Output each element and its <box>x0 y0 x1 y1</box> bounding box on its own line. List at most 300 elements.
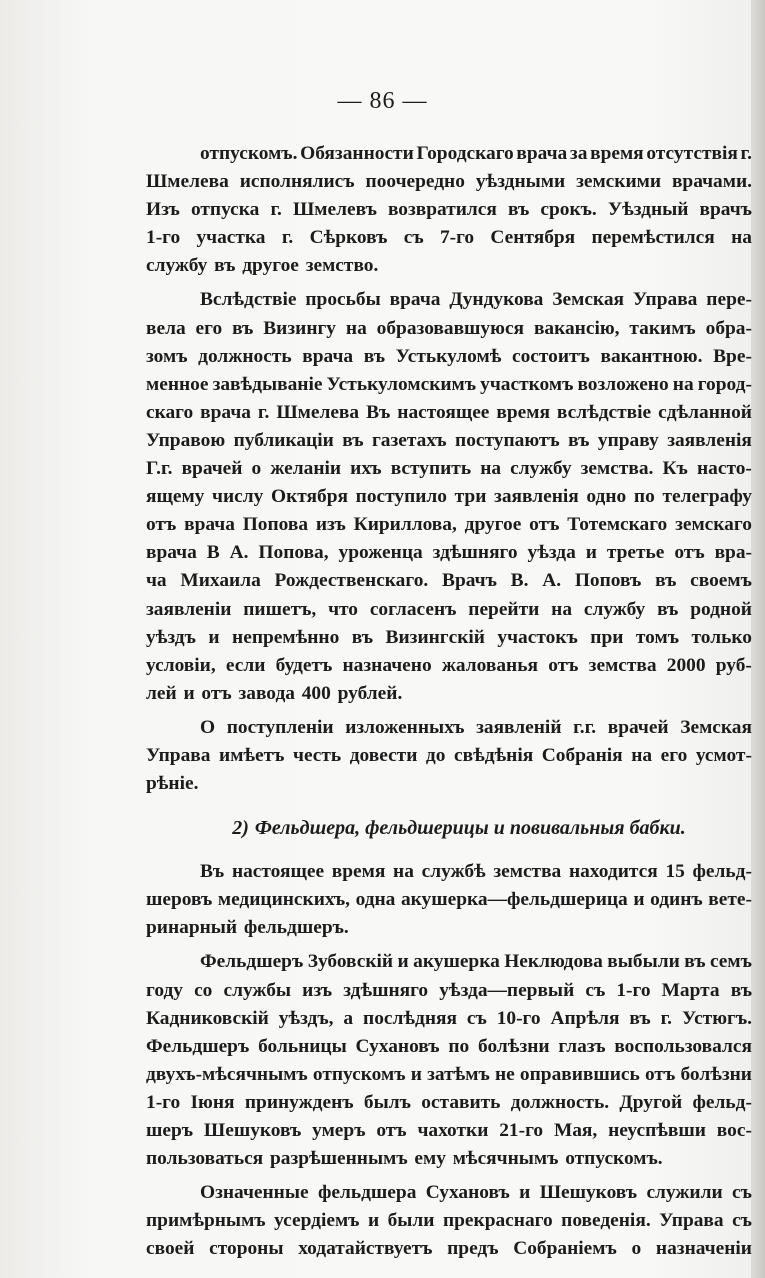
word: затѣмъ <box>427 1063 490 1085</box>
word: Вслѣдствіе <box>200 289 297 311</box>
word: г. <box>740 143 752 164</box>
word: со <box>194 979 213 1001</box>
word: завода <box>238 682 295 704</box>
text-line <box>146 168 752 196</box>
word: перейти <box>468 598 540 620</box>
word: Дундукова <box>449 289 544 311</box>
text-line <box>146 652 752 680</box>
word: въ <box>730 979 752 1001</box>
word: предъ <box>447 1238 499 1260</box>
word: врача <box>200 401 251 423</box>
word: уѣздъ <box>146 626 196 648</box>
word: акушерка <box>413 951 500 973</box>
word: службу <box>510 458 572 480</box>
word: Рождественскаго. <box>274 570 429 592</box>
text-line <box>146 567 752 595</box>
word: Вре- <box>713 345 752 367</box>
word: фельдшера <box>317 1182 417 1204</box>
word: Апрѣля <box>550 1007 620 1029</box>
word: здѣшняго <box>432 542 518 564</box>
word: публикаціи <box>233 429 334 451</box>
word: отсутствія <box>646 143 738 164</box>
text-line <box>146 286 752 314</box>
text-line <box>146 196 752 224</box>
word: довести <box>349 744 418 766</box>
word: отъ <box>376 1120 407 1141</box>
word: болѣзни <box>680 1063 752 1085</box>
word: томъ <box>635 626 680 648</box>
word: фельд- <box>692 1091 752 1113</box>
word: Управа <box>146 744 211 766</box>
word: Шмелева <box>276 401 360 423</box>
word: поведенія. <box>561 1210 651 1232</box>
word: послѣдняя <box>363 1007 457 1029</box>
text-line <box>146 596 752 624</box>
word: если <box>225 654 266 676</box>
word: въ <box>232 317 254 339</box>
word: отпуска <box>190 199 260 221</box>
word: заявленій <box>476 716 562 738</box>
word: своей <box>146 1238 195 1260</box>
word: изъ <box>315 514 346 536</box>
word: свѣдѣнія <box>453 744 534 766</box>
word: А. <box>542 570 562 592</box>
word: ихъ <box>350 458 382 480</box>
word: телеграфу <box>662 486 752 508</box>
word: больницы <box>258 1035 347 1057</box>
word: поступило <box>355 486 447 508</box>
spacer <box>146 846 752 858</box>
word: въ <box>214 255 236 277</box>
word: Устькуломскимъ <box>326 373 477 395</box>
word: О <box>200 716 216 738</box>
word: оправившись <box>519 1063 640 1085</box>
word: усердіемъ <box>274 1210 360 1232</box>
word: отъ <box>201 682 232 704</box>
word: А. <box>229 542 249 564</box>
word: 7-го <box>439 227 475 249</box>
word: Фельдшеръ <box>146 1035 250 1057</box>
word: на <box>480 458 502 480</box>
word: заявленія <box>667 429 752 451</box>
word: Г.г. <box>146 458 173 480</box>
word: неуспѣвши <box>608 1120 706 1141</box>
word: уроженца <box>338 542 423 564</box>
text-line <box>146 252 752 280</box>
word: одинъ <box>650 889 703 911</box>
word: въ <box>629 1007 651 1029</box>
word: фельдшеръ. <box>243 917 349 939</box>
word: изложенныхъ <box>345 716 465 738</box>
word: принужденъ <box>244 1091 354 1113</box>
word: и <box>519 1182 531 1204</box>
text-line <box>146 371 752 399</box>
word: Фельдшеръ <box>200 951 304 973</box>
word: изъ <box>302 979 333 1001</box>
text-line <box>146 315 752 343</box>
word: другое <box>464 514 522 536</box>
word: вслѣдствіе <box>556 401 652 423</box>
word: настоящее <box>231 861 325 883</box>
word: умеръ <box>312 1120 366 1141</box>
text-line <box>146 977 752 1005</box>
word: Сухановъ <box>425 1182 510 1204</box>
word: Шешуковъ <box>203 1120 302 1141</box>
word: разрѣшеннымъ <box>269 1148 408 1170</box>
word: участкомъ <box>480 373 574 395</box>
word: Мая, <box>553 1120 598 1141</box>
word: мѣсячнымъ <box>452 1148 559 1170</box>
word: Сѣрковъ <box>309 227 388 249</box>
section-heading <box>146 810 752 846</box>
word: въ <box>351 626 374 648</box>
word: въ <box>657 598 679 620</box>
text-line <box>146 343 752 371</box>
word: съ <box>403 227 424 249</box>
word: отъ <box>529 514 560 536</box>
word: фельд- <box>692 861 752 883</box>
word: земство. <box>305 255 379 277</box>
word: менное <box>146 373 209 395</box>
word: г.г. <box>573 716 597 738</box>
word: болѣзни <box>478 1035 550 1057</box>
word: земства <box>493 861 562 883</box>
word: двухъ-мѣсячнымъ <box>146 1063 308 1085</box>
word: и <box>410 1063 422 1085</box>
page-gutter <box>751 0 765 1278</box>
word: врача <box>184 514 235 536</box>
word: рублей. <box>337 682 403 704</box>
word: вете- <box>708 889 752 911</box>
word: должность <box>198 345 292 367</box>
word: насто- <box>696 458 752 480</box>
word: вела <box>146 317 186 339</box>
word: сдѣланной <box>658 401 752 423</box>
word: отъ <box>146 514 177 536</box>
word: врачей <box>181 458 243 480</box>
word: и <box>183 682 195 704</box>
text-line <box>146 742 752 770</box>
word: 21-го <box>499 1120 544 1141</box>
word: срокъ. <box>540 199 597 221</box>
word: согласенъ <box>369 598 457 620</box>
text-line <box>146 886 752 914</box>
word: Сентября <box>490 227 576 249</box>
word: заявленія <box>494 486 579 508</box>
text-line <box>146 399 752 427</box>
word: город- <box>697 373 752 395</box>
word: на <box>393 861 414 883</box>
word: будетъ <box>275 654 333 676</box>
word: назначено <box>342 654 432 676</box>
text-line <box>146 1235 752 1263</box>
word: службѣ <box>421 861 486 883</box>
word: что <box>328 598 358 620</box>
word: на <box>551 598 573 620</box>
word: Земская <box>552 289 625 311</box>
word: шеровъ <box>146 889 213 911</box>
word: зомъ <box>146 345 188 367</box>
word: Попова <box>242 514 309 536</box>
word: врачъ <box>699 199 752 221</box>
word: Марта <box>661 979 720 1001</box>
word: желаніи <box>270 458 342 480</box>
word: въ <box>684 951 706 973</box>
word: и <box>367 1210 380 1232</box>
word: въ <box>342 429 364 451</box>
word: Собранія <box>541 744 623 766</box>
word: Означенные <box>200 1182 309 1204</box>
text-line <box>146 427 752 455</box>
word: усмот- <box>695 744 752 766</box>
word: время <box>331 861 386 883</box>
word: уѣздъ, <box>278 1007 334 1029</box>
word: Земская <box>680 716 752 738</box>
word: имѣетъ <box>219 744 285 766</box>
word: Сухановъ <box>355 1035 440 1057</box>
word: 1-го <box>146 1091 181 1113</box>
word: Другой <box>619 1091 683 1113</box>
word: акушерка—фельдшерица <box>400 889 628 911</box>
word: честь <box>293 744 342 766</box>
word: ящему <box>146 486 205 508</box>
word: пере- <box>706 289 752 311</box>
word: Собраніемъ <box>513 1238 617 1260</box>
word: руб- <box>715 654 752 676</box>
text-line <box>146 770 752 798</box>
word: земства <box>588 654 657 676</box>
word: вакансію, <box>533 317 620 339</box>
word: Неклюдова <box>504 951 603 973</box>
word: при <box>590 626 624 648</box>
word: находится <box>568 861 658 883</box>
word: уѣзда—первый <box>439 979 575 1001</box>
text-line <box>146 483 752 511</box>
word: прекраснаго <box>442 1210 553 1232</box>
word: земскими <box>576 171 662 193</box>
word: Въ <box>200 861 225 883</box>
word: числу <box>212 486 264 508</box>
word: въ <box>568 429 590 451</box>
word: образовавшуюся <box>376 317 525 339</box>
word: по <box>633 486 655 508</box>
word: въ <box>655 570 677 592</box>
word: Управа <box>659 1210 724 1232</box>
word: лей <box>146 682 177 704</box>
word: вступить <box>390 458 472 480</box>
word: врача <box>389 289 441 311</box>
word: медицинскихъ, <box>217 889 350 911</box>
word: г. <box>281 227 294 249</box>
word: ему <box>414 1148 446 1170</box>
spacer <box>146 798 752 810</box>
word: В <box>206 542 220 564</box>
word: отъ <box>548 654 579 676</box>
word: только <box>691 626 752 648</box>
word: рѣніе. <box>146 773 199 795</box>
word: вакантною. <box>600 345 703 367</box>
word: служили <box>646 1182 723 1204</box>
section-heading-number: 2) <box>232 817 249 840</box>
word: г. <box>257 401 270 423</box>
word: и <box>585 542 597 564</box>
word: должность. <box>510 1091 610 1113</box>
word: а <box>343 1007 354 1029</box>
word: другое <box>242 255 299 277</box>
word: перемѣстился <box>591 227 715 249</box>
word: на <box>672 373 694 395</box>
word: вра- <box>714 542 752 564</box>
word: стороны <box>209 1238 284 1260</box>
text-line <box>146 1117 752 1145</box>
section-heading-text: Фельдшера, фельдшерицы и повивальныя бабки. <box>254 817 686 840</box>
text-line <box>146 1207 752 1235</box>
word: 2000 <box>666 654 706 676</box>
word: ча <box>146 570 167 592</box>
word: съ <box>466 1007 487 1029</box>
text-line <box>146 1033 752 1061</box>
word: такимъ <box>629 317 696 339</box>
word: уѣздными <box>475 171 566 193</box>
word: о <box>251 458 262 480</box>
word: поступленіи <box>226 716 334 738</box>
word: уѣзда <box>527 542 576 564</box>
word: Октября <box>270 486 348 508</box>
word: настоящее <box>397 401 490 423</box>
word: поступаютъ <box>455 429 560 451</box>
word: на <box>731 227 752 249</box>
text-line <box>146 140 752 168</box>
word: Кадниковскій <box>146 1007 269 1029</box>
word: въ <box>363 345 386 367</box>
word: отъ <box>674 542 705 564</box>
word: Устькуломѣ <box>395 345 502 367</box>
word: просьбы <box>305 289 381 311</box>
word: Михаила <box>180 570 261 592</box>
word: исполнялисъ <box>239 171 355 193</box>
word: семъ <box>709 951 752 973</box>
word: Визингскій <box>385 626 485 648</box>
word: отъ <box>644 1063 676 1085</box>
word: г. <box>270 199 282 221</box>
word: отпускомъ. <box>200 143 298 164</box>
word: до <box>425 744 446 766</box>
word: время <box>496 401 550 423</box>
word: Визингу <box>263 317 336 339</box>
word: за <box>569 143 588 164</box>
word: газетахъ <box>371 429 447 451</box>
word: были <box>387 1210 435 1232</box>
text-line <box>146 680 752 708</box>
text-line <box>146 224 752 252</box>
text-line <box>146 914 752 942</box>
word: условіи, <box>146 654 216 676</box>
text-line <box>146 1145 752 1173</box>
word: службу <box>146 255 208 277</box>
word: Шмелевъ <box>292 199 377 221</box>
word: возвратился <box>387 199 497 221</box>
word: назначеніи <box>655 1238 752 1260</box>
word: чахотки <box>417 1120 489 1141</box>
word: Попова, <box>258 542 329 564</box>
word: оставить <box>421 1091 501 1113</box>
word: одна <box>355 889 396 911</box>
word: управу <box>597 429 659 451</box>
word: Тотемскаго <box>567 514 668 536</box>
word: 1-го <box>146 227 181 249</box>
word: заявленіи <box>146 598 232 620</box>
word: состоитъ <box>511 345 590 367</box>
text-line <box>146 1089 752 1117</box>
word: В. <box>510 570 529 592</box>
word: г. <box>660 1007 673 1029</box>
word: врача <box>516 143 568 164</box>
word: своемъ <box>690 570 752 592</box>
word: и <box>397 951 409 973</box>
word: его <box>195 317 223 339</box>
word: Зубовскій <box>307 951 394 973</box>
word: былъ <box>363 1091 411 1113</box>
word: ходатайствуетъ <box>298 1238 433 1260</box>
text-line <box>146 539 752 567</box>
word: врача <box>146 542 197 564</box>
word: съ <box>732 1210 752 1232</box>
word: родной <box>690 598 752 620</box>
word: Управа <box>632 289 698 311</box>
word: 15 <box>665 861 685 883</box>
word: въ <box>507 199 530 221</box>
word: и <box>208 626 220 648</box>
word: поочередно <box>365 171 465 193</box>
word: воспользовался <box>614 1035 752 1057</box>
word: съ <box>585 979 606 1001</box>
word: Поповъ <box>574 570 642 592</box>
word: врачей <box>607 716 669 738</box>
word: году <box>146 979 183 1001</box>
text-line <box>146 948 752 976</box>
word: врачами. <box>671 171 752 193</box>
word: службы <box>223 979 292 1001</box>
word: Устюгъ. <box>681 1007 752 1029</box>
word: службу <box>583 598 646 620</box>
word: 1-го <box>616 979 651 1001</box>
word: на <box>345 317 367 339</box>
word: Обязанности <box>300 143 414 164</box>
word: Кириллова, <box>353 514 457 536</box>
text-line <box>146 1179 752 1207</box>
word: съ <box>732 1182 752 1204</box>
word: выбыли <box>607 951 680 973</box>
word: шеръ <box>146 1120 194 1141</box>
word: врача <box>302 345 354 367</box>
word: Шешуковъ <box>539 1182 638 1204</box>
word: Къ <box>662 458 688 480</box>
word: жалованья <box>441 654 538 676</box>
word: завѣдываніе <box>212 373 323 395</box>
word: глазъ <box>558 1035 606 1057</box>
text-line <box>146 624 752 652</box>
word: вос- <box>716 1120 752 1141</box>
word: о <box>631 1238 642 1260</box>
word: ринарный <box>146 917 238 939</box>
word: Изъ <box>146 199 180 221</box>
text-line <box>146 511 752 539</box>
word: примѣрнымъ <box>146 1210 266 1232</box>
word: скаго <box>146 401 194 423</box>
text-line <box>146 1061 752 1089</box>
word: возложено <box>577 373 669 395</box>
word: участка <box>196 227 266 249</box>
